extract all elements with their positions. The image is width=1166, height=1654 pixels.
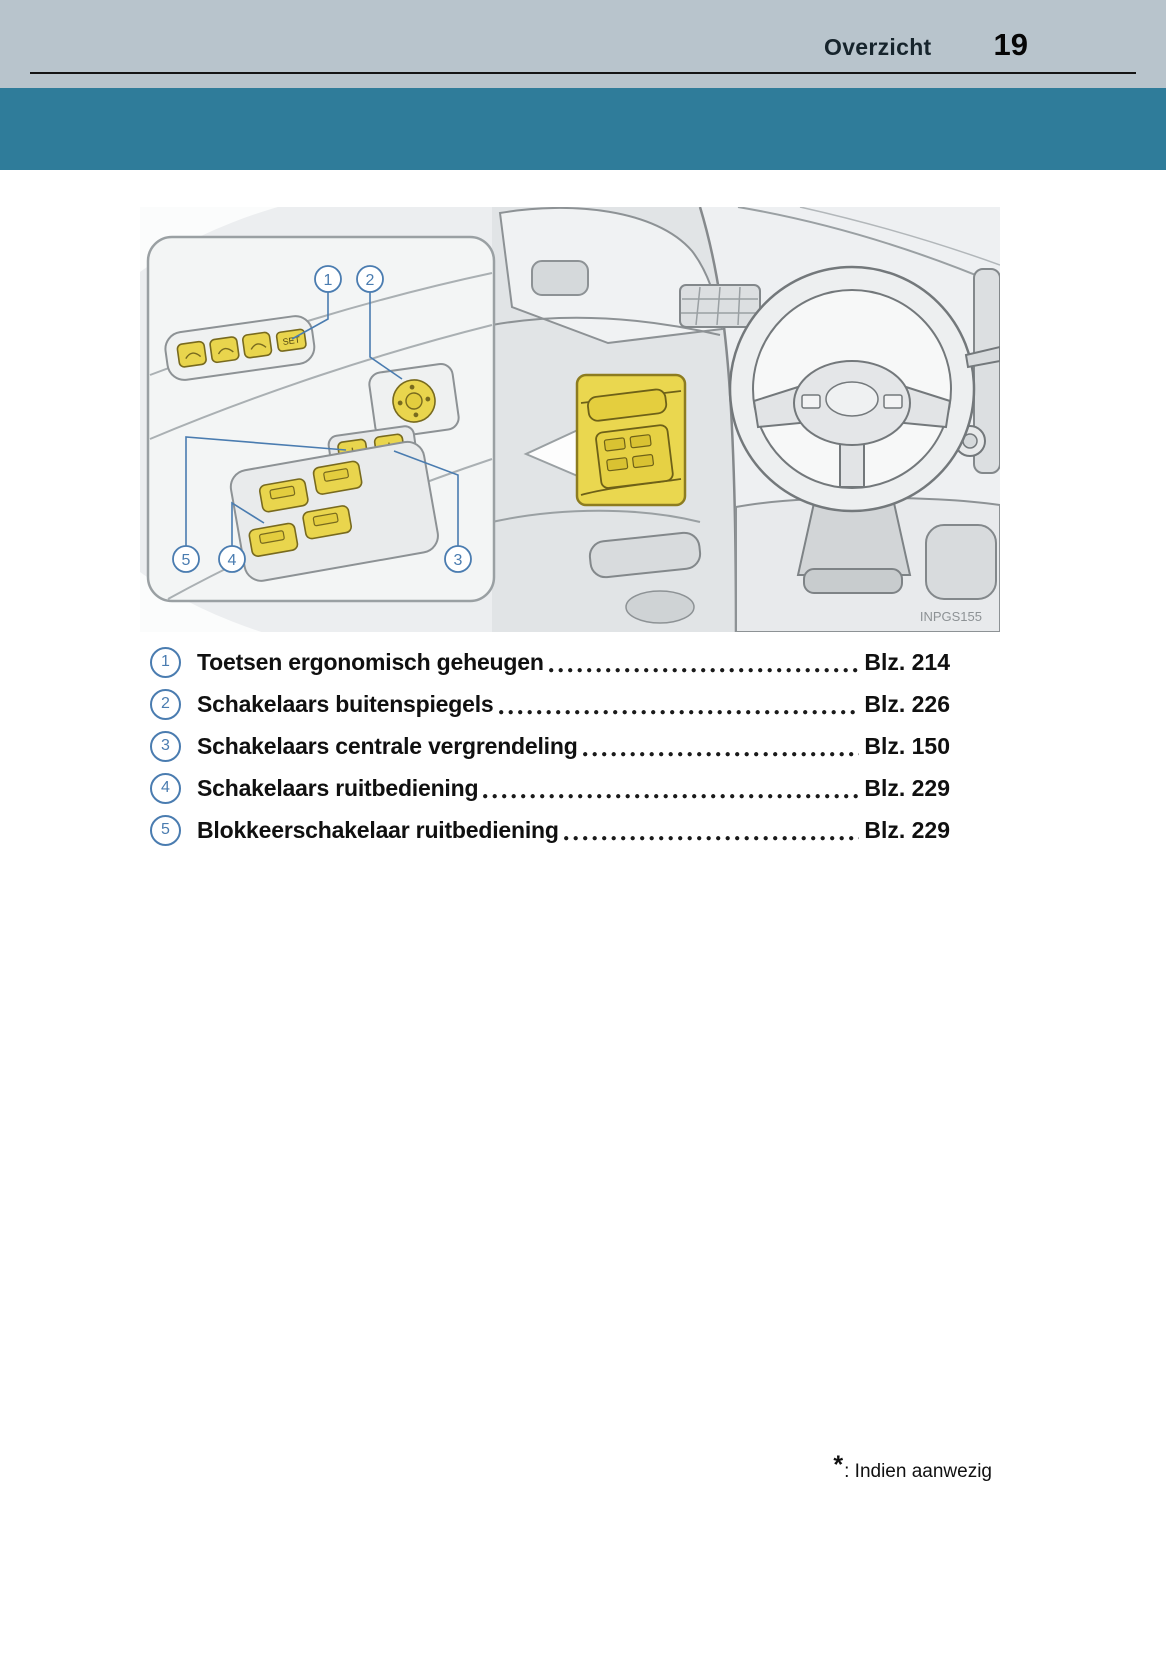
footnote xyxy=(833,1451,992,1484)
item-label: Schakelaars buitenspiegels xyxy=(197,690,494,717)
legend-list xyxy=(150,641,950,851)
steering-column xyxy=(798,503,910,575)
section-title: Overzicht xyxy=(824,34,932,60)
item-number-badge: 3 xyxy=(150,731,181,762)
item-page-ref: Blz. 229 xyxy=(864,774,950,801)
item-number-badge: 5 xyxy=(150,815,181,846)
mirror-control-switch xyxy=(368,362,460,439)
callout-number-2: 2 xyxy=(365,272,375,289)
item-number-badge: 2 xyxy=(150,689,181,720)
callout-number-5: 5 xyxy=(181,552,191,569)
figure-container xyxy=(140,207,1000,632)
item-page-ref: Blz. 214 xyxy=(864,648,950,675)
footnote-text: : Indien aanwezig xyxy=(844,1461,992,1482)
legend-item xyxy=(150,641,950,683)
item-number-badge: 1 xyxy=(150,647,181,678)
side-mirror xyxy=(532,261,588,295)
seat-cushion xyxy=(926,525,996,599)
chapter-color-band xyxy=(0,88,1166,170)
figure-code: INPGS155 xyxy=(919,609,982,624)
dotted-leader xyxy=(578,725,865,767)
dotted-leader xyxy=(478,767,864,809)
car-interior-illustration xyxy=(140,207,1000,632)
item-page-ref: Blz. 150 xyxy=(864,732,950,759)
dashboard-vent xyxy=(680,285,760,327)
page-header xyxy=(0,0,1166,88)
dotted-leader xyxy=(544,641,865,683)
legend-item xyxy=(150,809,950,851)
header-content xyxy=(824,27,1028,63)
item-label: Schakelaars centrale vergrendeling xyxy=(197,732,578,759)
item-label: Blokkeerschakelaar ruitbediening xyxy=(197,816,559,843)
dotted-leader xyxy=(559,809,865,851)
item-page-ref: Blz. 229 xyxy=(864,816,950,843)
legend-item xyxy=(150,767,950,809)
legend-item xyxy=(150,725,950,767)
header-rule xyxy=(30,72,1136,74)
set-button-label: SET xyxy=(281,334,301,347)
item-label: Toetsen ergonomisch geheugen xyxy=(197,648,544,675)
asterisk-symbol: * xyxy=(833,1451,844,1479)
callout-number-1: 1 xyxy=(323,272,333,289)
callout-number-4: 4 xyxy=(227,552,237,569)
dotted-leader xyxy=(494,683,865,725)
item-number-badge: 4 xyxy=(150,773,181,804)
legend-item xyxy=(150,683,950,725)
door-speaker xyxy=(626,591,694,623)
item-label: Schakelaars ruitbediening xyxy=(197,774,479,801)
callout-number-3: 3 xyxy=(453,552,463,569)
item-page-ref: Blz. 226 xyxy=(864,690,950,717)
page-number: 19 xyxy=(993,27,1028,62)
